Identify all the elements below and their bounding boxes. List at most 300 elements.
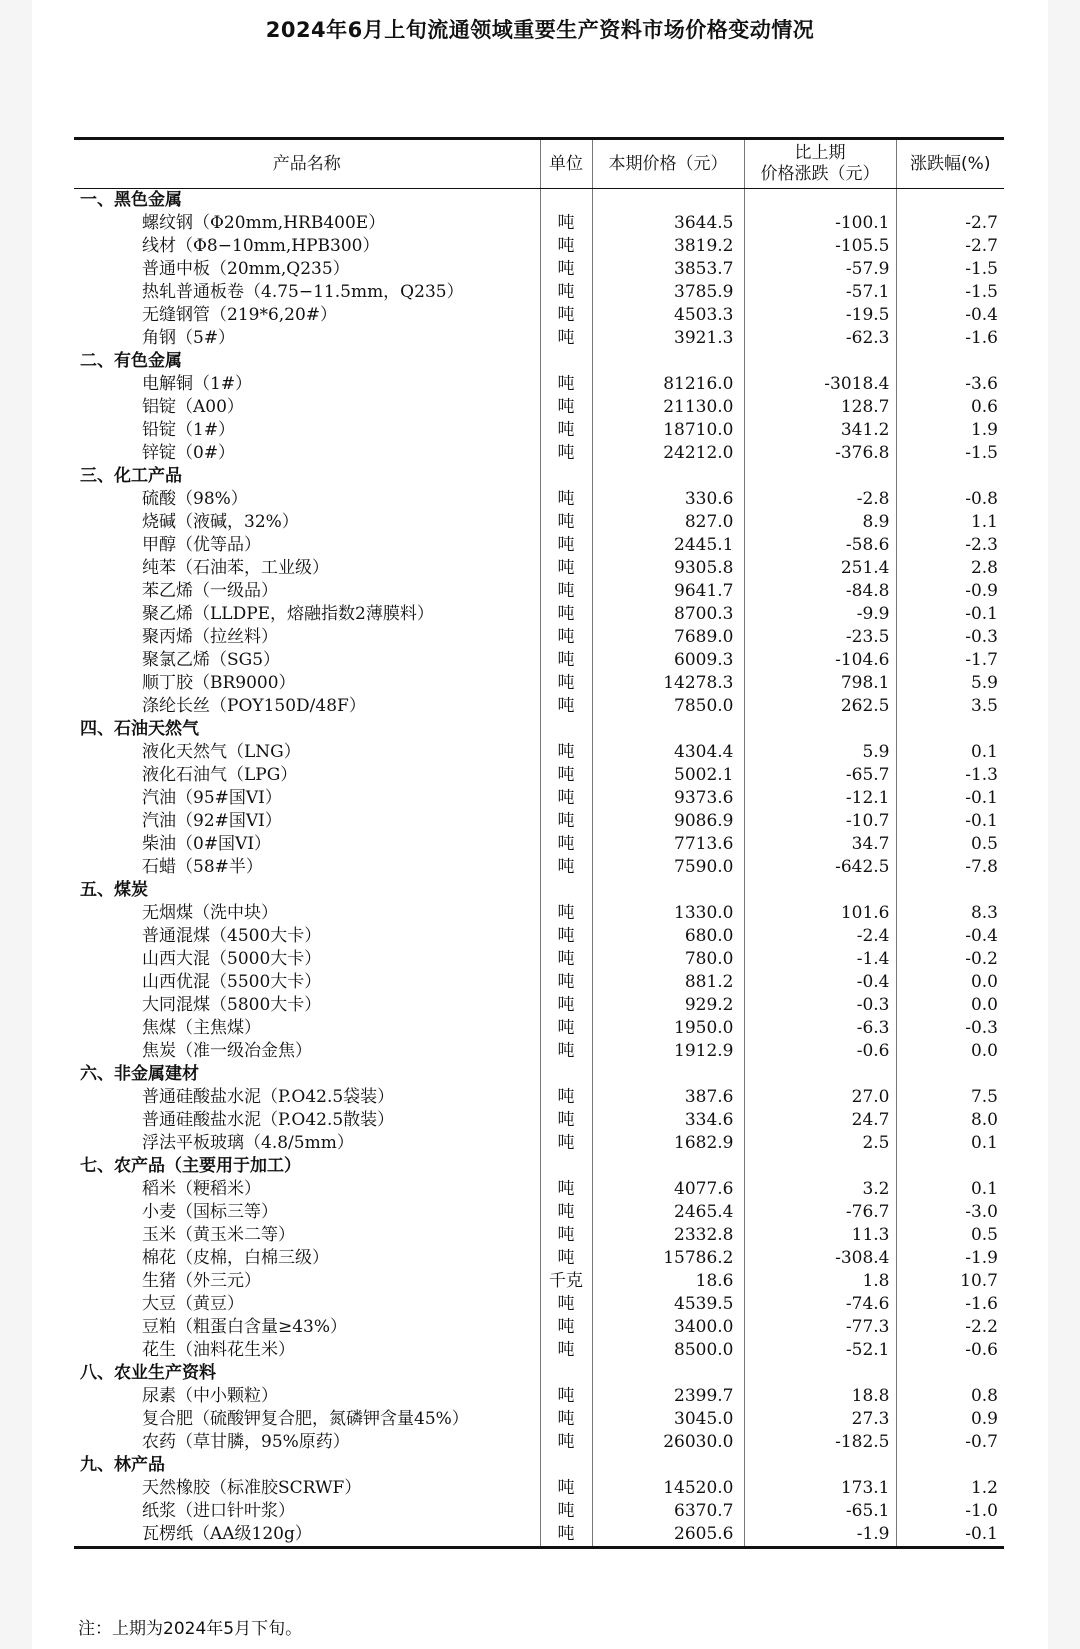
category-row — [74, 189, 1004, 213]
category-row — [74, 879, 1004, 902]
price-cell: 2605.6 — [592, 1523, 744, 1548]
table-row — [74, 695, 1004, 718]
product-name: 复合肥（硫酸钾复合肥，氮磷钾含量45%） — [142, 1409, 469, 1429]
percent-cell: -0.3 — [896, 626, 1004, 649]
header-change-line1: 比上期 — [794, 143, 846, 163]
price-cell: 8500.0 — [592, 1339, 744, 1362]
empty-cell — [592, 465, 744, 488]
header-percent: 涨跌幅(%) — [896, 139, 1004, 189]
product-name: 山西优混（5500大卡） — [142, 972, 322, 992]
percent-cell: 1.1 — [896, 511, 1004, 534]
change-cell: -65.1 — [744, 1500, 896, 1523]
price-cell: 680.0 — [592, 925, 744, 948]
table-row — [74, 856, 1004, 879]
price-cell: 14278.3 — [592, 672, 744, 695]
empty-cell — [744, 1362, 896, 1385]
empty-cell — [896, 718, 1004, 741]
product-name: 聚氯乙烯（SG5） — [142, 650, 281, 670]
percent-cell: 0.5 — [896, 833, 1004, 856]
empty-cell — [540, 718, 592, 741]
table-row — [74, 212, 1004, 235]
product-name: 花生（油料花生米） — [142, 1340, 295, 1360]
price-cell: 387.6 — [592, 1086, 744, 1109]
price-cell: 3644.5 — [592, 212, 744, 235]
category-name: 五、煤炭 — [80, 880, 148, 900]
product-name: 纸浆（进口针叶浆） — [142, 1501, 295, 1521]
category-name: 八、农业生产资料 — [80, 1363, 216, 1383]
percent-cell: -1.5 — [896, 442, 1004, 465]
unit-cell: 吨 — [540, 1224, 592, 1247]
unit-cell: 吨 — [540, 741, 592, 764]
category-name: 三、化工产品 — [80, 466, 182, 486]
table-row — [74, 672, 1004, 695]
price-cell: 780.0 — [592, 948, 744, 971]
product-name: 石蜡（58#半） — [142, 857, 263, 877]
empty-cell — [540, 879, 592, 902]
header-unit: 单位 — [540, 139, 592, 189]
table-row — [74, 1247, 1004, 1270]
unit-cell: 吨 — [540, 557, 592, 580]
percent-cell: -0.2 — [896, 948, 1004, 971]
change-cell: -10.7 — [744, 810, 896, 833]
percent-cell: -0.1 — [896, 603, 1004, 626]
table-row — [74, 557, 1004, 580]
product-name: 天然橡胶（标准胶SCRWF） — [142, 1478, 362, 1498]
empty-cell — [744, 1454, 896, 1477]
percent-cell: -0.8 — [896, 488, 1004, 511]
percent-cell: -3.6 — [896, 373, 1004, 396]
change-cell: -100.1 — [744, 212, 896, 235]
price-cell: 9305.8 — [592, 557, 744, 580]
change-cell: -105.5 — [744, 235, 896, 258]
product-name: 山西大混（5000大卡） — [142, 949, 322, 969]
table-body — [74, 189, 1004, 1548]
product-name: 瓦楞纸（AA级120g） — [74, 1523, 540, 1548]
category-name: 七、农产品（主要用于加工） — [80, 1156, 301, 1176]
unit-cell: 吨 — [540, 373, 592, 396]
percent-cell: 0.0 — [896, 1040, 1004, 1063]
unit-cell: 吨 — [540, 925, 592, 948]
percent-cell: -0.7 — [896, 1431, 1004, 1454]
unit-cell: 吨 — [540, 1408, 592, 1431]
header-change-line2: 价格涨跌（元） — [760, 164, 880, 184]
product-name: 无缝钢管（219*6,20#） — [142, 305, 338, 325]
empty-cell — [592, 1063, 744, 1086]
unit-cell: 吨 — [540, 764, 592, 787]
product-name: 铝锭（A00） — [142, 397, 244, 417]
change-cell: -12.1 — [744, 787, 896, 810]
unit-cell: 吨 — [540, 902, 592, 925]
table-row — [74, 1385, 1004, 1408]
product-name: 纯苯（石油苯，工业级） — [142, 558, 329, 578]
price-cell: 3921.3 — [592, 327, 744, 350]
price-cell: 24212.0 — [592, 442, 744, 465]
table-row — [74, 1086, 1004, 1109]
empty-cell — [896, 189, 1004, 213]
price-cell: 21130.0 — [592, 396, 744, 419]
price-cell: 1950.0 — [592, 1017, 744, 1040]
change-cell: 341.2 — [744, 419, 896, 442]
table-row — [74, 1500, 1004, 1523]
table-row — [74, 442, 1004, 465]
empty-cell — [896, 879, 1004, 902]
change-cell: 18.8 — [744, 1385, 896, 1408]
empty-cell — [896, 1454, 1004, 1477]
price-cell: 3819.2 — [592, 235, 744, 258]
change-cell: 3.2 — [744, 1178, 896, 1201]
product-name: 聚丙烯（拉丝料） — [142, 627, 278, 647]
table-row — [74, 741, 1004, 764]
change-cell: -74.6 — [744, 1293, 896, 1316]
table-row — [74, 1431, 1004, 1454]
empty-cell — [896, 350, 1004, 373]
product-name: 普通硅酸盐水泥（P.O42.5散装） — [142, 1110, 395, 1130]
change-cell: 8.9 — [744, 511, 896, 534]
empty-cell — [592, 1155, 744, 1178]
percent-cell: -0.3 — [896, 1017, 1004, 1040]
table-row — [74, 511, 1004, 534]
product-name: 顺丁胶（BR9000） — [142, 673, 296, 693]
unit-cell: 吨 — [540, 971, 592, 994]
percent-cell: 2.8 — [896, 557, 1004, 580]
price-cell: 6009.3 — [592, 649, 744, 672]
product-name: 烧碱（液碱，32%） — [142, 512, 299, 532]
price-cell: 3853.7 — [592, 258, 744, 281]
percent-cell: 8.3 — [896, 902, 1004, 925]
empty-cell — [540, 350, 592, 373]
change-cell: -19.5 — [744, 304, 896, 327]
unit-cell: 吨 — [540, 580, 592, 603]
change-cell: -308.4 — [744, 1247, 896, 1270]
price-cell: 3045.0 — [592, 1408, 744, 1431]
unit-cell: 吨 — [540, 787, 592, 810]
product-name: 汽油（92#国VI） — [142, 811, 282, 831]
empty-cell — [540, 1155, 592, 1178]
change-cell: -62.3 — [744, 327, 896, 350]
price-cell: 4077.6 — [592, 1178, 744, 1201]
percent-cell: -0.9 — [896, 580, 1004, 603]
price-cell: 2399.7 — [592, 1385, 744, 1408]
percent-cell: 8.0 — [896, 1109, 1004, 1132]
product-name: 电解铜（1#） — [142, 374, 253, 394]
empty-cell — [744, 718, 896, 741]
product-name: 甲醇（优等品） — [142, 535, 261, 555]
product-name: 普通中板（20mm,Q235） — [142, 259, 350, 279]
empty-cell — [896, 465, 1004, 488]
unit-cell: 吨 — [540, 442, 592, 465]
header-product-name: 产品名称 — [74, 139, 540, 189]
unit-cell: 吨 — [540, 1017, 592, 1040]
unit-cell: 吨 — [540, 649, 592, 672]
category-row — [74, 1454, 1004, 1477]
unit-cell: 吨 — [540, 672, 592, 695]
percent-cell: 0.1 — [896, 1132, 1004, 1155]
table-row — [74, 948, 1004, 971]
percent-cell: -1.9 — [896, 1247, 1004, 1270]
table-row — [74, 764, 1004, 787]
unit-cell: 千克 — [540, 1270, 592, 1293]
unit-cell: 吨 — [540, 235, 592, 258]
table-row — [74, 373, 1004, 396]
price-cell: 7689.0 — [592, 626, 744, 649]
unit-cell: 吨 — [540, 1086, 592, 1109]
product-name: 柴油（0#国VI） — [142, 834, 272, 854]
change-cell: -0.6 — [744, 1040, 896, 1063]
change-cell: -1.9 — [744, 1523, 896, 1548]
change-cell: -23.5 — [744, 626, 896, 649]
price-cell: 1682.9 — [592, 1132, 744, 1155]
product-name: 涤纶长丝（POY150D/48F） — [142, 696, 366, 716]
change-cell: 173.1 — [744, 1477, 896, 1500]
price-cell: 881.2 — [592, 971, 744, 994]
change-cell: -642.5 — [744, 856, 896, 879]
unit-cell: 吨 — [540, 626, 592, 649]
empty-cell — [592, 879, 744, 902]
change-cell: -376.8 — [744, 442, 896, 465]
change-cell: -2.8 — [744, 488, 896, 511]
product-name: 稻米（粳稻米） — [142, 1179, 261, 1199]
product-name: 小麦（国标三等） — [142, 1202, 278, 1222]
unit-cell: 吨 — [540, 304, 592, 327]
empty-cell — [896, 1063, 1004, 1086]
empty-cell — [744, 465, 896, 488]
percent-cell: -2.3 — [896, 534, 1004, 557]
price-cell: 9086.9 — [592, 810, 744, 833]
percent-cell: -2.2 — [896, 1316, 1004, 1339]
product-name: 焦炭（准一级冶金焦） — [142, 1041, 312, 1061]
change-cell: 1.8 — [744, 1270, 896, 1293]
table-row — [74, 304, 1004, 327]
unit-cell: 吨 — [540, 511, 592, 534]
table-row — [74, 396, 1004, 419]
change-cell: -3018.4 — [744, 373, 896, 396]
percent-cell: 10.7 — [896, 1270, 1004, 1293]
percent-cell: -0.1 — [896, 1523, 1004, 1548]
percent-cell: 0.6 — [896, 396, 1004, 419]
price-cell: 5002.1 — [592, 764, 744, 787]
table-row — [74, 580, 1004, 603]
price-cell: 1912.9 — [592, 1040, 744, 1063]
empty-cell — [744, 1063, 896, 1086]
table-row — [74, 1477, 1004, 1500]
change-cell: -57.9 — [744, 258, 896, 281]
price-cell: 15786.2 — [592, 1247, 744, 1270]
percent-cell: 7.5 — [896, 1086, 1004, 1109]
change-cell: -65.7 — [744, 764, 896, 787]
unit-cell: 吨 — [540, 1500, 592, 1523]
change-cell: -0.4 — [744, 971, 896, 994]
price-cell: 8700.3 — [592, 603, 744, 626]
table-row — [74, 258, 1004, 281]
change-cell: 34.7 — [744, 833, 896, 856]
table-row — [74, 1040, 1004, 1063]
change-cell: 262.5 — [744, 695, 896, 718]
table-row — [74, 281, 1004, 304]
category-row — [74, 350, 1004, 373]
unit-cell: 吨 — [540, 1201, 592, 1224]
change-cell: -52.1 — [744, 1339, 896, 1362]
empty-cell — [744, 879, 896, 902]
price-cell: 334.6 — [592, 1109, 744, 1132]
category-name: 四、石油天然气 — [80, 719, 199, 739]
product-name: 线材（Φ8−10mm,HPB300） — [142, 236, 380, 256]
unit-cell: 吨 — [540, 258, 592, 281]
unit-cell: 吨 — [540, 1339, 592, 1362]
unit-cell: 吨 — [540, 1247, 592, 1270]
percent-cell: -2.7 — [896, 212, 1004, 235]
unit-cell: 吨 — [540, 1477, 592, 1500]
product-name: 尿素（中小颗粒） — [142, 1386, 278, 1406]
percent-cell: 0.0 — [896, 971, 1004, 994]
percent-cell: -1.0 — [896, 1500, 1004, 1523]
percent-cell: 1.2 — [896, 1477, 1004, 1500]
category-row — [74, 718, 1004, 741]
document-sheet — [32, 0, 1048, 1649]
empty-cell — [744, 189, 896, 213]
price-cell: 14520.0 — [592, 1477, 744, 1500]
table-row — [74, 626, 1004, 649]
product-name: 硫酸（98%） — [142, 489, 248, 509]
change-cell: 24.7 — [744, 1109, 896, 1132]
percent-cell: -1.6 — [896, 1293, 1004, 1316]
change-cell: 5.9 — [744, 741, 896, 764]
product-name: 角钢（5#） — [142, 328, 236, 348]
table-row — [74, 534, 1004, 557]
percent-cell: -0.4 — [896, 304, 1004, 327]
percent-cell: -0.4 — [896, 925, 1004, 948]
change-cell: -58.6 — [744, 534, 896, 557]
category-row — [74, 1362, 1004, 1385]
price-cell: 6370.7 — [592, 1500, 744, 1523]
empty-cell — [744, 350, 896, 373]
price-cell: 81216.0 — [592, 373, 744, 396]
percent-cell: -0.1 — [896, 787, 1004, 810]
table-row — [74, 994, 1004, 1017]
table-row — [74, 1339, 1004, 1362]
header-change — [744, 139, 896, 189]
unit-cell: 吨 — [540, 1178, 592, 1201]
price-cell: 7850.0 — [592, 695, 744, 718]
table-row — [74, 1132, 1004, 1155]
change-cell: -6.3 — [744, 1017, 896, 1040]
unit-cell: 吨 — [540, 833, 592, 856]
product-name: 普通硅酸盐水泥（P.O42.5袋装） — [142, 1087, 395, 1107]
price-cell: 26030.0 — [592, 1431, 744, 1454]
price-cell: 2332.8 — [592, 1224, 744, 1247]
price-cell: 7590.0 — [592, 856, 744, 879]
empty-cell — [744, 1155, 896, 1178]
percent-cell: -0.1 — [896, 810, 1004, 833]
change-cell: 251.4 — [744, 557, 896, 580]
unit-cell: 吨 — [540, 994, 592, 1017]
table-row — [74, 925, 1004, 948]
product-name: 农药（草甘膦，95%原药） — [142, 1432, 350, 1452]
footnote: 注：上期为2024年5月下旬。 — [78, 1619, 303, 1639]
unit-cell: 吨 — [540, 695, 592, 718]
unit-cell: 吨 — [540, 534, 592, 557]
table-row — [74, 235, 1004, 258]
table-row — [74, 1017, 1004, 1040]
change-cell: -1.4 — [744, 948, 896, 971]
empty-cell — [896, 1362, 1004, 1385]
percent-cell: 0.0 — [896, 994, 1004, 1017]
table-row — [74, 902, 1004, 925]
unit-cell: 吨 — [540, 419, 592, 442]
empty-cell — [592, 350, 744, 373]
product-name: 无烟煤（洗中块） — [142, 903, 278, 923]
category-row — [74, 1155, 1004, 1178]
change-cell: 101.6 — [744, 902, 896, 925]
change-cell: 128.7 — [744, 396, 896, 419]
change-cell: -104.6 — [744, 649, 896, 672]
change-cell: -57.1 — [744, 281, 896, 304]
unit-cell: 吨 — [540, 212, 592, 235]
unit-cell: 吨 — [540, 281, 592, 304]
change-cell: -76.7 — [744, 1201, 896, 1224]
table-row — [74, 649, 1004, 672]
price-cell: 2465.4 — [592, 1201, 744, 1224]
percent-cell: 0.5 — [896, 1224, 1004, 1247]
page-title: 2024年6月上旬流通领域重要生产资料市场价格变动情况 — [265, 18, 815, 42]
price-cell: 9373.6 — [592, 787, 744, 810]
table-row — [74, 488, 1004, 511]
unit-cell: 吨 — [540, 810, 592, 833]
unit-cell: 吨 — [540, 1431, 592, 1454]
product-name: 浮法平板玻璃（4.8/5mm） — [142, 1133, 354, 1153]
percent-cell: 3.5 — [896, 695, 1004, 718]
change-cell: -2.4 — [744, 925, 896, 948]
table-row — [74, 1316, 1004, 1339]
price-cell: 4503.3 — [592, 304, 744, 327]
price-cell: 929.2 — [592, 994, 744, 1017]
product-name: 豆粕（粗蛋白含量≥43%） — [142, 1317, 348, 1337]
product-name: 螺纹钢（Φ20mm,HRB400E） — [142, 213, 386, 233]
percent-cell: 0.1 — [896, 741, 1004, 764]
percent-cell: 0.8 — [896, 1385, 1004, 1408]
table-row — [74, 1523, 1004, 1548]
product-name: 锌锭（0#） — [142, 443, 236, 463]
price-cell: 3785.9 — [592, 281, 744, 304]
unit-cell: 吨 — [540, 1293, 592, 1316]
price-cell: 7713.6 — [592, 833, 744, 856]
empty-cell — [540, 465, 592, 488]
category-name: 二、有色金属 — [80, 351, 182, 371]
empty-cell — [540, 189, 592, 213]
product-name: 普通混煤（4500大卡） — [142, 926, 322, 946]
table-row — [74, 1201, 1004, 1224]
price-cell: 9641.7 — [592, 580, 744, 603]
product-name: 铅锭（1#） — [142, 420, 236, 440]
change-cell: 11.3 — [744, 1224, 896, 1247]
table-row — [74, 1109, 1004, 1132]
percent-cell: 1.9 — [896, 419, 1004, 442]
percent-cell: -1.7 — [896, 649, 1004, 672]
percent-cell: -1.3 — [896, 764, 1004, 787]
product-name: 棉花（皮棉，白棉三级） — [142, 1248, 329, 1268]
price-cell: 18710.0 — [592, 419, 744, 442]
price-cell: 3400.0 — [592, 1316, 744, 1339]
table-row — [74, 971, 1004, 994]
product-name: 玉米（黄玉米二等） — [142, 1225, 295, 1245]
category-name: 六、非金属建材 — [80, 1064, 199, 1084]
empty-cell — [592, 1454, 744, 1477]
unit-cell: 吨 — [540, 488, 592, 511]
product-name: 大同混煤（5800大卡） — [142, 995, 322, 1015]
category-name: 一、黑色金属 — [80, 190, 182, 210]
price-cell: 4539.5 — [592, 1293, 744, 1316]
price-cell: 18.6 — [592, 1270, 744, 1293]
empty-cell — [592, 189, 744, 213]
